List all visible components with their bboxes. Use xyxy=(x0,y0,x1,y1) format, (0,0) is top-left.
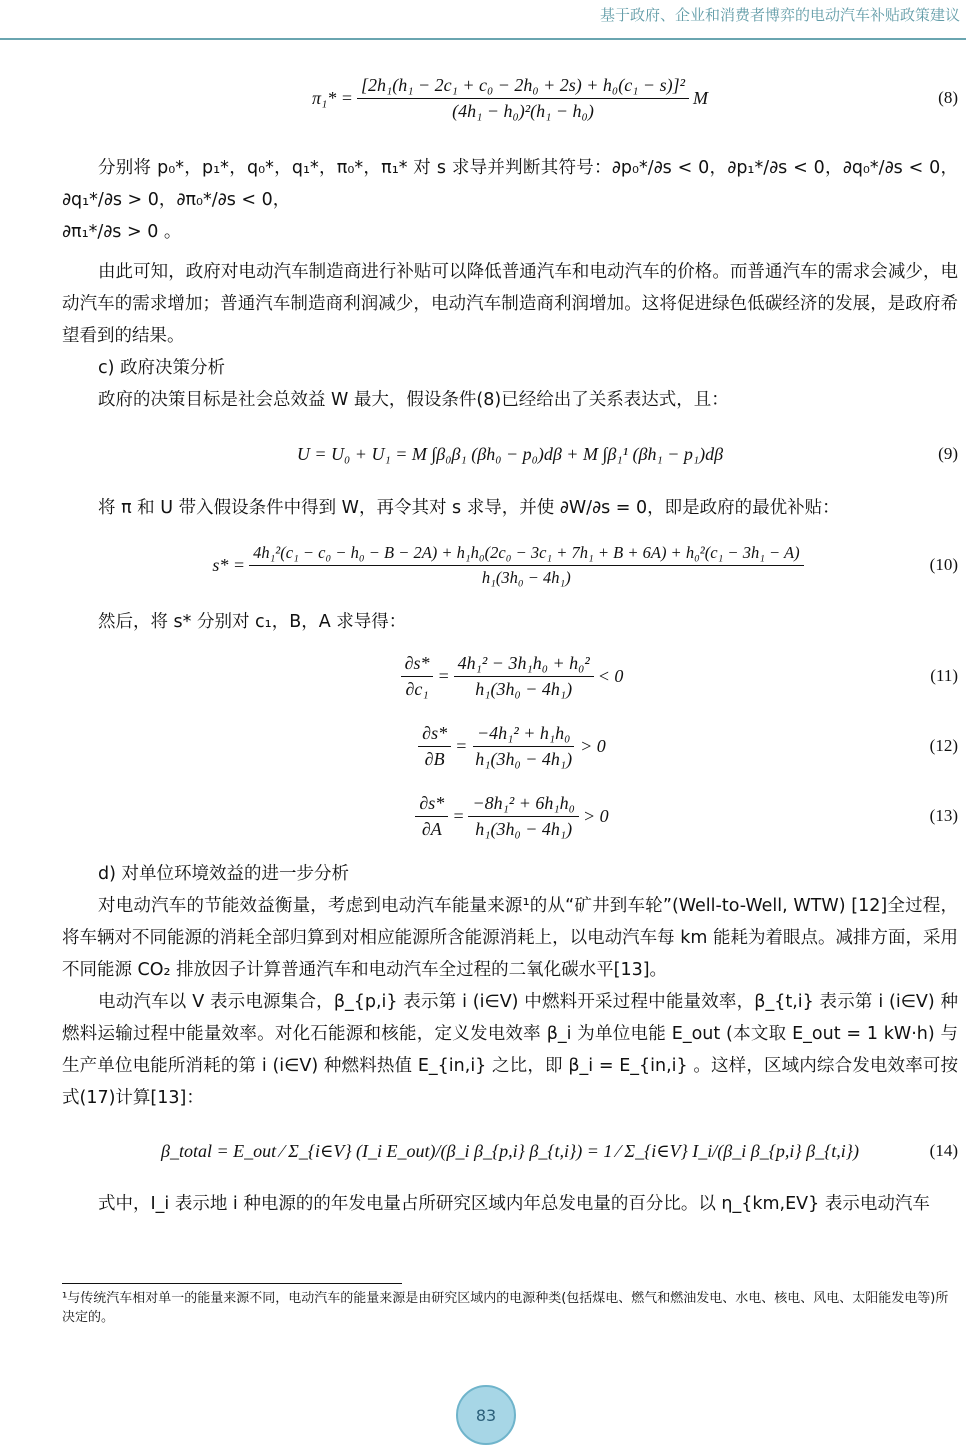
eq13-lhs-denominator: ∂A xyxy=(421,818,442,839)
eq8-denominator: (4h₁ − h₀)²(h₁ − h₀) xyxy=(452,100,594,121)
eq13-lhs-fraction xyxy=(415,793,448,840)
eq10-numerator: 4h₁²(c₁ − c₀ − h₀ − B − 2A) + h₁h₀(2c₀ − 3c₁ + 7h₁ + B + 6A) + h₀²(c₁ − 3h₁ − A) xyxy=(249,543,804,566)
eq8-fraction xyxy=(357,75,689,122)
eq9-body: U = U₀ + U₁ = M ∫β₀β₁ (βh₀ − p₀)dβ + M ∫β₁¹ (βh₁ − p₁)dβ xyxy=(296,443,724,464)
eq10-fraction xyxy=(249,543,804,588)
page-number: 83 xyxy=(475,1405,497,1425)
footnote-rule xyxy=(62,1283,402,1284)
eq10-number: (10) xyxy=(929,555,958,574)
eq13-denominator: h₁(3h₀ − 4h₁) xyxy=(475,818,573,839)
equation-10 xyxy=(62,530,958,600)
eq12-number: (12) xyxy=(929,736,958,755)
eq11-lhs-numerator: ∂s* xyxy=(401,653,434,677)
paragraph-government-objective: 政府的决策目标是社会总效益 W 最大，假设条件(8)已经给出了关系表达式，且： xyxy=(98,390,729,410)
eq11-denominator: h₁(3h₀ − 4h₁) xyxy=(475,678,573,699)
eq12-fraction xyxy=(471,723,576,770)
equation-14 xyxy=(62,1120,958,1182)
eq11-number: (11) xyxy=(930,666,958,685)
eq14-number: (14) xyxy=(929,1141,958,1160)
eq8-number: (8) xyxy=(938,88,958,107)
eq10-denominator: h₁(3h₀ − 4h₁) xyxy=(481,567,571,587)
eq13-numerator: −8h₁² + 6h₁h₀ xyxy=(468,793,578,817)
equation-9 xyxy=(62,422,958,486)
paragraph-optimal-subsidy: 将 π 和 U 带入假设条件中得到 W，再令其对 s 求导，并使 ∂W/∂s = 0，即是政府的最优补贴： xyxy=(98,498,840,518)
page-number-badge xyxy=(456,1385,516,1445)
eq12-denominator: h₁(3h₀ − 4h₁) xyxy=(475,748,573,769)
equation-13: $\frac{\partial s*}{\partial A}$ = $\frac{\text{−8h₁² + 6h₁h₀}}{\text{h₁(3h₀ − 4h₁)}}$ > 0 (13) xyxy=(62,784,958,848)
eq12-lhs-fraction xyxy=(418,723,451,770)
journal-running-title: 基于政府、企业和消费者博弈的电动汽车补贴政策建议 xyxy=(599,6,960,24)
paragraph-notation: 式中，I_i 表示地 i 种电源的的年发电量占所研究区域内年总发电量的百分比。以 η_{km,EV} 表示电动汽车 xyxy=(98,1194,930,1214)
footnote: ¹与传统汽车相对单一的能量来源不同，电动汽车的能量来源是由研究区域内的电源种类(包括煤电、燃气和燃油发电、水电、核电、风电、太阳能发电等)所决定的。 xyxy=(62,1291,949,1325)
eq13-number: (13) xyxy=(929,806,958,825)
header-rule xyxy=(0,38,966,40)
eq11-lhs-fraction xyxy=(401,653,434,700)
eq12-lhs-numerator: ∂s* xyxy=(418,723,451,747)
equation-11: $\frac{\partial s*}{\text{∂c₁}}$ = $\frac{\text{4h₁² − 3h₁h₀ + h₀²}}{\text{h₁(3h₀ − 4h₁)}}$ < 0 (11) xyxy=(62,644,958,708)
paragraph-derivative-signs-cont: ∂π₁*/∂s > 0 。 xyxy=(62,222,182,242)
equation-8 xyxy=(62,56,958,140)
eq11-numerator: 4h₁² − 3h₁h₀ + h₀² xyxy=(454,653,594,677)
eq11-fraction xyxy=(454,653,594,700)
eq8-tail: M xyxy=(692,87,708,108)
eq14-body: β_total = E_out ⁄ Σ_{i∈V} (I_i E_out)/(β_i β_{p,i} β_{t,i}) = 1 ⁄ Σ_{i∈V} I_i/(β_i β_{p,i} β_{t,i}) xyxy=(161,1140,859,1161)
eq12-lhs-denominator: ∂B xyxy=(424,748,445,769)
eq11-lhs-denominator: ∂c₁ xyxy=(405,678,429,699)
eq8-numerator: [2h₁(h₁ − 2c₁ + c₀ − 2h₀ + 2s) + h₀(c₁ − s)]² xyxy=(357,75,689,99)
eq10-lhs: s* = xyxy=(212,554,246,575)
paragraph-energy-benefit: 对电动汽车的节能效益衡量，考虑到电动汽车能量来源¹的从“矿井到车轮”(Well-to-Well, WTW) [12]全过程，将车辆对不同能源的消耗全部归算到对相应能源所含能源消耗上，以电动汽车每 km 能耗为着眼点。减排方面，采用不同能源 CO₂ 排放因子计算普通汽车和电动汽车全过程的二氧化碳水平[13]。 xyxy=(62,896,958,980)
section-c-heading: c) 政府决策分析 xyxy=(98,358,226,378)
equation-12: $\frac{\partial s*}{\partial B}$ = $\frac{\text{−4h₁² + h₁h₀}}{\text{h₁(3h₀ − 4h₁)}}$ > 0 (12) xyxy=(62,714,958,778)
eq13-fraction xyxy=(468,793,578,840)
page-body xyxy=(62,50,958,1220)
eq9-number: (9) xyxy=(938,444,958,463)
paragraph-partial-derivatives: 然后，将 s* 分别对 c₁，B，A 求导得： xyxy=(98,612,407,632)
eq12-relation: > 0 xyxy=(580,735,606,756)
eq8-lhs: π₁* = xyxy=(312,87,353,108)
paragraph-derivative-signs: 分别将 p₀*，p₁*，q₀*，q₁*，π₀*，π₁* 对 s 求导并判断其符号：∂p₀*/∂s < 0，∂p₁*/∂s < 0，∂q₀*/∂s < 0，∂q₁*/∂s > 0，∂π₀*/∂s < 0， xyxy=(62,158,958,210)
paragraph-efficiency-definition: 电动汽车以 V 表示电源集合，β_{p,i} 表示第 i (i∈V) 中燃料开采过程中能量效率，β_{t,i} 表示第 i (i∈V) 种燃料运输过程中能量效率。对化石能源和核能，定义发电效率 β_i 为单位电能 E_out (本文取 E_out = 1 kW·h) 与生产单位电能所消耗的第 i (i∈V) 种燃料热值 E_{in,i} 之比，即 β_i = E_{in,i} 。这样，区域内综合发电效率可按式(17)计算[13]： xyxy=(62,992,958,1108)
eq13-relation: > 0 xyxy=(582,805,609,826)
running-header xyxy=(0,0,966,40)
section-d-heading: d) 对单位环境效益的进一步分析 xyxy=(98,864,349,884)
eq12-numerator: −4h₁² + h₁h₀ xyxy=(473,723,574,747)
paragraph-conclusion: 由此可知，政府对电动汽车制造商进行补贴可以降低普通汽车和电动汽车的价格。而普通汽车的需求会减少，电动汽车的需求增加；普通汽车制造商利润减少，电动汽车制造商利润增加。这将促进绿色低碳经济的发展，是政府希望看到的结果。 xyxy=(62,262,958,346)
eq13-lhs-numerator: ∂s* xyxy=(415,793,448,817)
eq11-relation: < 0 xyxy=(597,665,624,686)
